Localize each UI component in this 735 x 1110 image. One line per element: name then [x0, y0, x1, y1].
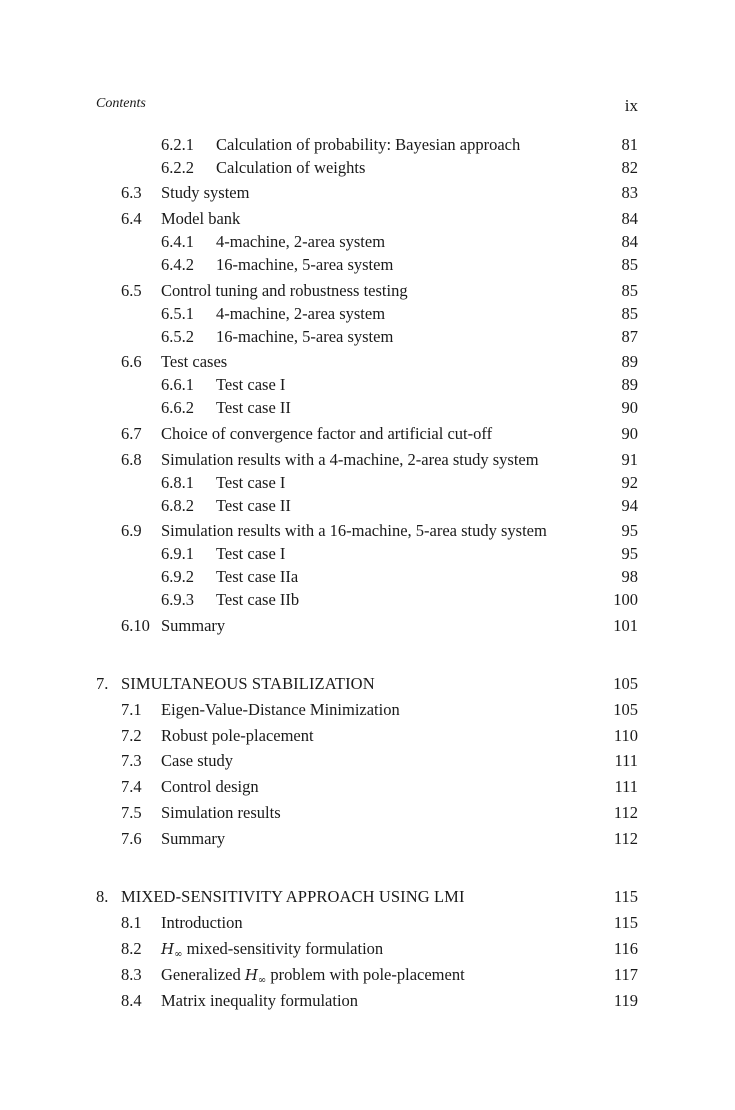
toc-entry-number: 7. [96, 674, 109, 693]
toc-entry-title: SIMULTANEOUS STABILIZATION [121, 674, 375, 693]
toc-entry-number: 6.7 [121, 424, 142, 443]
toc-entry-page: 116 [613, 939, 638, 958]
toc-entry-title-text: problem with pole-placement [270, 965, 465, 984]
h-infinity-symbol [161, 940, 182, 958]
toc-entry-title: Introduction [161, 913, 243, 932]
toc-entry-title: Test case II [216, 398, 291, 417]
toc-entry-number: 8.2 [121, 939, 142, 958]
toc-entry[interactable] [0, 750, 735, 772]
toc-entry[interactable] [0, 182, 735, 204]
toc-entry-number: 6.9 [121, 521, 142, 540]
toc-entry-number: 7.1 [121, 700, 142, 719]
toc-entry-page: 84 [621, 232, 638, 251]
toc-entry-page: 95 [621, 544, 638, 563]
toc-entry-page: 98 [621, 567, 638, 586]
toc-entry[interactable] [0, 725, 735, 747]
toc-entry-title [161, 938, 383, 966]
toc-entry-title: MIXED-SENSITIVITY APPROACH USING LMI [121, 887, 465, 906]
toc-entry-page: 85 [621, 281, 638, 300]
toc-entry[interactable] [0, 157, 735, 179]
toc-entry[interactable] [0, 776, 735, 798]
toc-entry-number: 6.4.2 [161, 255, 194, 274]
toc-entry-page: 90 [621, 398, 638, 417]
toc-entry-title: Summary [161, 829, 226, 848]
toc-entry-page: 112 [613, 803, 638, 822]
toc-entry-title: Test case IIa [216, 567, 299, 586]
toc-entry-number: 6.6.2 [161, 398, 194, 417]
toc-entry-title: Control tuning and robustness testing [161, 281, 408, 300]
toc-entry-page: 89 [621, 352, 638, 371]
toc-entry-number: 6.2.2 [161, 158, 194, 177]
toc-entry-number: 8. [96, 887, 109, 906]
toc-entry-title: Eigen-Value-Distance Minimization [161, 700, 400, 719]
toc-entry-title: Summary [161, 616, 226, 635]
toc-entry-number: 6.6 [121, 352, 142, 371]
toc-entry-title: Control design [161, 777, 259, 796]
toc-entry-number: 6.2.1 [161, 135, 194, 154]
toc-entry-page: 95 [621, 521, 638, 540]
toc-entry-number: 6.3 [121, 183, 142, 202]
h-infinity-subscript: ∞ [257, 975, 267, 986]
toc-entry-page: 92 [621, 473, 638, 492]
toc-entry[interactable] [0, 397, 735, 419]
toc-entry[interactable] [0, 828, 735, 850]
toc-entry-number: 6.9.3 [161, 590, 194, 609]
toc-entry-page: 91 [621, 450, 638, 469]
h-infinity-base: H [161, 940, 175, 958]
toc-entry-number: 6.8.2 [161, 496, 194, 515]
toc-entry-page: 111 [614, 751, 638, 770]
toc-entry-title: 16-machine, 5-area system [216, 327, 394, 346]
header-page-number: ix [624, 96, 638, 115]
toc-entry-page: 105 [613, 674, 638, 693]
toc-entry-title: Test case II [216, 496, 291, 515]
toc-entry[interactable] [0, 589, 735, 611]
toc-entry-title: Simulation results with a 4-machine, 2-area study system [161, 450, 539, 469]
toc-entry-title-text: mixed-sensitivity formulation [186, 939, 384, 958]
toc-entry-title: Model bank [161, 209, 241, 228]
h-infinity-symbol [245, 966, 266, 984]
toc-entry-number: 6.9.1 [161, 544, 194, 563]
toc-entry[interactable] [0, 280, 735, 302]
header-title: Contents [96, 96, 146, 111]
toc-entry-page: 87 [621, 327, 638, 346]
toc-entry-page: 94 [621, 496, 638, 515]
toc-entry-page: 89 [621, 375, 638, 394]
toc-entry-title [161, 964, 465, 992]
toc-entry[interactable] [0, 912, 735, 934]
toc-entry-page: 115 [613, 913, 638, 932]
toc-entry-page: 85 [621, 304, 638, 323]
toc-entry-number: 6.9.2 [161, 567, 194, 586]
toc-entry-title: Simulation results [161, 803, 281, 822]
toc-entry-page: 81 [621, 135, 638, 154]
toc-entry-page: 83 [621, 183, 638, 202]
toc-entry-page: 82 [621, 158, 638, 177]
toc-entry[interactable] [0, 673, 735, 695]
toc-entry-title: Simulation results with a 16-machine, 5-area study system [161, 521, 547, 540]
toc-entry-number: 6.5 [121, 281, 142, 300]
toc-entry-title: Calculation of probability: Bayesian approach [216, 135, 521, 154]
toc-entry[interactable] [0, 615, 735, 637]
toc-entry-title: Test case I [216, 375, 286, 394]
toc-entry-page: 85 [621, 255, 638, 274]
toc-entry-page: 105 [613, 700, 638, 719]
toc-entry-page: 117 [613, 965, 638, 984]
toc-entry-title: Case study [161, 751, 233, 770]
toc-entry-page: 100 [613, 590, 638, 609]
toc-entry[interactable] [0, 208, 735, 230]
toc-entry-number: 8.3 [121, 965, 142, 984]
toc-entry-number: 7.6 [121, 829, 142, 848]
h-infinity-subscript: ∞ [174, 949, 183, 960]
toc-entry-title: Calculation of weights [216, 158, 366, 177]
toc-entry[interactable] [0, 699, 735, 721]
toc-entry-page: 112 [613, 829, 638, 848]
toc-entry-title: Matrix inequality formulation [161, 991, 359, 1010]
toc-entry-page: 110 [613, 726, 638, 745]
toc-entry[interactable] [0, 802, 735, 824]
toc-entry[interactable] [0, 990, 735, 1012]
toc-entry-page: 84 [621, 209, 638, 228]
toc-entry[interactable] [0, 423, 735, 445]
toc-entry-title: 4-machine, 2-area system [216, 232, 386, 251]
toc-entry-prefix: Generalized [161, 965, 241, 984]
toc-entry-number: 6.10 [121, 616, 150, 635]
toc-entry-title: Test case I [216, 544, 286, 563]
toc-entry[interactable] [0, 520, 735, 542]
toc-entry-title: Choice of convergence factor and artificial cut-off [161, 424, 493, 443]
toc-entry-page: 115 [613, 887, 638, 906]
toc-entry-number: 8.1 [121, 913, 142, 932]
toc-entry-number: 6.5.2 [161, 327, 194, 346]
toc-entry-title: Study system [161, 183, 250, 202]
toc-entry-number: 7.3 [121, 751, 142, 770]
toc-entry-number: 6.5.1 [161, 304, 194, 323]
toc-entry[interactable] [0, 886, 735, 908]
toc-entry-page: 101 [613, 616, 638, 635]
toc-entry[interactable] [0, 566, 735, 588]
toc-entry-number: 8.4 [121, 991, 142, 1010]
toc-entry-title: 16-machine, 5-area system [216, 255, 394, 274]
h-infinity-base: H [244, 966, 258, 984]
toc-entry[interactable] [0, 495, 735, 517]
toc-entry-number: 6.8 [121, 450, 142, 469]
toc-entry-page: 90 [621, 424, 638, 443]
toc-entry-page: 111 [614, 777, 638, 796]
toc-entry-number: 6.6.1 [161, 375, 194, 394]
toc-entry[interactable] [0, 254, 735, 276]
toc-entry-number: 7.5 [121, 803, 142, 822]
toc-entry[interactable] [0, 231, 735, 253]
toc-entry[interactable] [0, 543, 735, 565]
toc-entry-title: Test cases [161, 352, 228, 371]
toc-entry[interactable] [0, 964, 735, 986]
toc-entry[interactable] [0, 326, 735, 348]
toc-entry[interactable] [0, 303, 735, 325]
toc-entry[interactable] [0, 374, 735, 396]
toc-entry-number: 6.4 [121, 209, 142, 228]
toc-entry-title: 4-machine, 2-area system [216, 304, 386, 323]
toc-entry-page: 119 [613, 991, 638, 1010]
toc-entry-title: Test case I [216, 473, 286, 492]
toc-entry-number: 7.4 [121, 777, 142, 796]
toc-entry[interactable] [0, 938, 735, 960]
toc-entry[interactable] [0, 472, 735, 494]
toc-entry-title: Robust pole-placement [161, 726, 314, 745]
toc-entry-number: 7.2 [121, 726, 142, 745]
toc-entry[interactable] [0, 134, 735, 156]
toc-entry[interactable] [0, 351, 735, 373]
toc-entry-number: 6.4.1 [161, 232, 194, 251]
toc-entry[interactable] [0, 449, 735, 471]
toc-entry-number: 6.8.1 [161, 473, 194, 492]
toc-entry-title: Test case IIb [216, 590, 300, 609]
